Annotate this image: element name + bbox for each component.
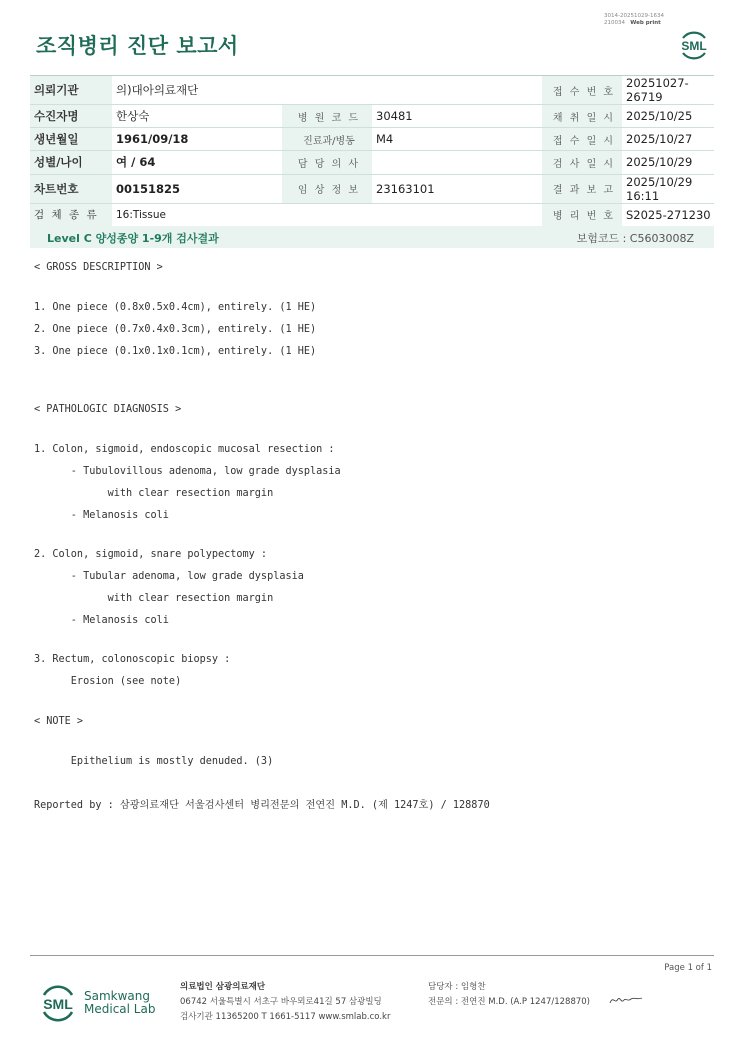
path-no-value: S2025-271230 — [622, 203, 714, 226]
brand-line1: Samkwang — [84, 989, 150, 1003]
report-line: - Tubulovillous adenoma, low grade dysplasia — [34, 466, 341, 477]
report-line: 2. Colon, sigmoid, snare polypectomy : — [34, 549, 268, 560]
report-line: with clear resection margin — [34, 593, 274, 604]
sml-footer-logo-icon — [37, 980, 79, 1026]
patient-label: 수진자명 — [30, 105, 112, 128]
footer-staff — [428, 980, 590, 1010]
footer-brand — [84, 990, 155, 1016]
signature-image — [608, 993, 644, 1007]
footer-logo-text: SML — [43, 996, 73, 1012]
specialist-value: 전연진 M.D. (A.P 1247/128870) — [460, 997, 590, 1007]
gross-heading: < GROSS DESCRIPTION > — [34, 262, 163, 273]
insurance-code: 보험코드 : C5603008Z — [576, 232, 694, 245]
report-line: - Melanosis coli — [34, 615, 169, 626]
specimen-value: 16:Tissue — [112, 203, 542, 226]
report-title: 조직병리 진단 보고서 — [36, 34, 239, 58]
report-line: - Tubular adenoma, low grade dysplasia — [34, 571, 304, 582]
level-bar — [30, 226, 714, 248]
specimen-label: 검 체 종 류 — [30, 203, 112, 226]
report-line: Erosion (see note) — [34, 676, 182, 687]
sml-logo-icon — [675, 26, 713, 64]
reception-date-label: 접 수 일 시 — [542, 128, 622, 151]
collection-date-label: 채 취 일 시 — [542, 105, 622, 128]
birth-label: 생년월일 — [30, 128, 112, 151]
patient-info-table — [30, 75, 714, 227]
result-value: 2025/10/29 16:11 — [622, 174, 714, 203]
report-line: Epithelium is mostly denuded. (3) — [34, 756, 274, 767]
requester-label: 의뢰기관 — [30, 76, 112, 105]
clinical-label: 임 상 정 보 — [282, 174, 372, 203]
reception-date-value: 2025/10/27 — [622, 128, 714, 151]
diagnosis-heading: < PATHOLOGIC DIAGNOSIS > — [34, 404, 182, 415]
level-title: Level C 양성종양 1-9개 검사결과 — [47, 232, 219, 245]
note-heading: < NOTE > — [34, 716, 84, 727]
info-row — [30, 105, 714, 128]
brand-line2: Medical Lab — [84, 1002, 156, 1016]
org-contact: 검사기관 11365200 T 1661-5117 www.smlab.co.kr — [180, 1012, 391, 1022]
collection-date-value: 2025/10/25 — [622, 105, 714, 128]
info-row — [30, 76, 714, 105]
report-line: - Melanosis coli — [34, 510, 169, 521]
hospital-code-label: 병 원 코 드 — [282, 105, 372, 128]
report-line: 1. One piece (0.8x0.5x0.4cm), entirely. (1 HE) — [34, 302, 317, 313]
dept-label: 진료과/병동 — [282, 128, 372, 151]
org-name: 의료법인 삼광의료재단 — [180, 982, 266, 992]
specialist-label: 전문의 : — [428, 997, 459, 1007]
info-row — [30, 151, 714, 174]
reported-by: Reported by : 삼광의료재단 서울검사센터 병리전문의 전연진 M.D. (제 1247호) / 128870 — [34, 800, 490, 811]
page-number: Page 1 of 1 — [664, 963, 712, 973]
logo-text: SML — [681, 39, 707, 53]
chart-value: 00151825 — [112, 174, 282, 203]
sex-age-label: 성별/나이 — [30, 151, 112, 174]
info-row — [30, 174, 714, 203]
sex-age-value: 여 / 64 — [112, 151, 282, 174]
org-address: 06742 서울특별시 서초구 바우뫼로41길 57 삼광빌딩 — [180, 997, 382, 1007]
chart-label: 차트번호 — [30, 174, 112, 203]
footer-org — [180, 980, 390, 1025]
reception-no-label: 접 수 번 호 — [542, 76, 622, 105]
report-line: with clear resection margin — [34, 488, 274, 499]
report-line: 3. Rectum, colonoscopic biopsy : — [34, 654, 231, 665]
birth-value: 1961/09/18 — [112, 128, 282, 151]
patient-value: 한상숙 — [112, 105, 282, 128]
result-label: 결 과 보 고 — [542, 174, 622, 203]
report-line: 1. Colon, sigmoid, endoscopic mucosal resection : — [34, 444, 335, 455]
report-line: 3. One piece (0.1x0.1x0.1cm), entirely. (1 HE) — [34, 346, 317, 357]
exam-date-value: 2025/10/29 — [622, 151, 714, 174]
doctor-value — [372, 151, 542, 174]
requester-value: 의)대아의료재단 — [112, 76, 542, 105]
info-row — [30, 203, 714, 226]
print-id — [604, 13, 664, 27]
print-tag: Web print — [630, 20, 661, 26]
doctor-label: 담 당 의 사 — [282, 151, 372, 174]
exam-date-label: 검 사 일 시 — [542, 151, 622, 174]
staff-label: 담당자 : — [428, 982, 459, 992]
info-row — [30, 128, 714, 151]
print-id-line1: 3014-20251029-1634 — [604, 13, 664, 19]
reception-no-value: 20251027-26719 — [622, 76, 714, 105]
hospital-code-value: 30481 — [372, 105, 542, 128]
dept-value: M4 — [372, 128, 542, 151]
report-line: 2. One piece (0.7x0.4x0.3cm), entirely. (1 HE) — [34, 324, 317, 335]
print-id-line2: 210034 — [604, 20, 625, 26]
staff-value: 임형찬 — [460, 982, 486, 992]
footer-divider — [30, 955, 714, 956]
path-no-label: 병 리 번 호 — [542, 203, 622, 226]
clinical-value: 23163101 — [372, 174, 542, 203]
